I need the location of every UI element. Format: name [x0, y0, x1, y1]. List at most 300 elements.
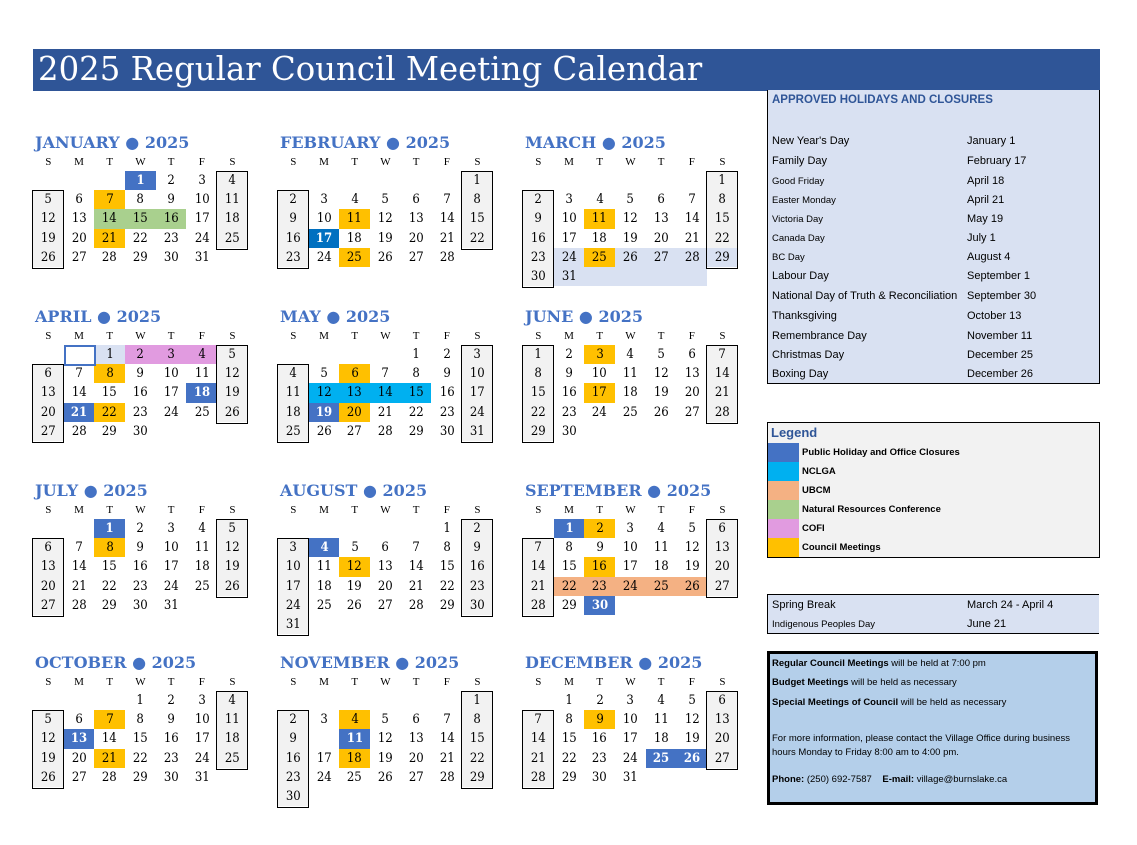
day-cell: 17	[584, 383, 615, 402]
holiday-row	[772, 191, 1097, 210]
day-cell: 28	[102, 769, 118, 785]
day-cell: 24	[554, 248, 585, 267]
day-cell: 27	[33, 422, 64, 441]
holiday-name: New Year's Day	[772, 135, 850, 147]
day-cell: 25	[194, 578, 210, 594]
day-cell: 7	[443, 712, 451, 728]
day-cell: 1	[565, 693, 573, 708]
day-cell: 30	[584, 596, 615, 615]
day-cell: 12	[377, 731, 393, 747]
day-cell: 2	[167, 693, 175, 708]
weekday-label: F	[443, 156, 450, 168]
holiday-row	[772, 248, 1097, 267]
day-cell: 27	[408, 769, 424, 785]
empty-cell	[707, 267, 738, 286]
empty-cell	[707, 596, 738, 615]
day-cell: 20	[707, 729, 738, 748]
weekday-label: F	[198, 156, 205, 168]
empty-cell	[64, 691, 95, 710]
weekday-label: T	[167, 504, 175, 516]
day-cell: 24	[592, 404, 608, 420]
legend-header: Legend	[771, 425, 818, 440]
day-cell: 8	[523, 364, 554, 383]
day-cell: 5	[657, 347, 665, 362]
day-cell: 29	[102, 423, 118, 439]
day-cell: 1	[94, 345, 125, 364]
day-cell: 16	[462, 557, 493, 576]
weekday-label: T	[106, 504, 114, 516]
day-cell: 6	[33, 364, 64, 383]
weekday-label: S	[719, 676, 726, 688]
day-cell: 31	[462, 422, 493, 441]
day-cell: 18	[653, 731, 669, 747]
empty-cell	[64, 345, 95, 364]
day-cell: 1	[94, 519, 125, 538]
legend-item	[768, 500, 1099, 519]
empty-cell	[33, 171, 64, 190]
day-cell: 18	[316, 578, 332, 594]
empty-cell	[462, 615, 493, 634]
day-cell: 16	[584, 557, 615, 576]
weekday-label: F	[443, 676, 450, 688]
weekday-header	[278, 673, 493, 691]
day-cell: 24	[163, 578, 179, 594]
empty-cell	[707, 422, 738, 441]
day-grid	[33, 691, 248, 787]
day-cell: 9	[462, 538, 493, 557]
holiday-name: Family Day	[772, 155, 828, 167]
other-date-name: Spring Break	[772, 599, 836, 611]
empty-cell	[462, 787, 493, 806]
day-cell: 25	[347, 769, 363, 785]
day-cell: 14	[370, 383, 401, 402]
day-cell: 11	[622, 366, 638, 382]
day-cell: 24	[615, 577, 646, 596]
holiday-date: September 1	[967, 270, 1030, 282]
weekday-label: S	[229, 330, 236, 342]
day-cell: 7	[75, 540, 83, 556]
day-cell: 22	[523, 403, 554, 422]
weekday-label: T	[351, 676, 359, 688]
day-cell: 13	[653, 211, 669, 227]
day-cell: 27	[377, 597, 393, 613]
holiday-name: Good Friday	[772, 176, 825, 187]
empty-cell	[309, 691, 340, 710]
legend-item	[768, 481, 1099, 500]
day-cell: 9	[565, 366, 573, 382]
day-cell: 4	[339, 710, 370, 729]
day-cell: 7	[523, 538, 554, 557]
empty-cell	[309, 345, 340, 364]
holiday-date: December 26	[967, 368, 1034, 380]
empty-cell	[94, 691, 125, 710]
day-cell: 10	[316, 211, 332, 227]
info-text: will be held at 7:00 pm	[888, 658, 986, 669]
empty-cell	[676, 596, 707, 615]
holiday-row	[772, 210, 1097, 229]
day-cell: 15	[561, 559, 577, 575]
empty-cell	[278, 171, 309, 190]
weekday-label: W	[625, 676, 636, 688]
day-grid	[33, 345, 248, 441]
day-cell: 5	[217, 345, 248, 364]
day-cell: 18	[217, 729, 248, 748]
day-cell: 11	[584, 209, 615, 228]
weekday-label: W	[380, 156, 391, 168]
day-cell: 12	[653, 366, 669, 382]
weekday-label: T	[596, 676, 604, 688]
day-cell: 8	[136, 712, 145, 728]
info-budget-meetings	[772, 676, 957, 689]
weekday-label: W	[380, 330, 391, 342]
weekday-label: M	[319, 676, 329, 688]
day-cell: 12	[684, 540, 700, 556]
day-grid	[33, 519, 248, 615]
empty-cell	[646, 171, 677, 190]
empty-cell	[370, 787, 401, 806]
weekday-label: M	[564, 504, 574, 516]
day-cell: 16	[163, 731, 179, 747]
other-date-value: March 24 - April 4	[967, 599, 1054, 611]
day-cell: 2	[523, 190, 554, 209]
day-cell: 20	[707, 557, 738, 576]
day-cell: 5	[33, 190, 64, 209]
day-cell: 15	[132, 731, 148, 747]
day-cell: 27	[646, 248, 677, 267]
day-cell: 4	[626, 347, 635, 362]
holiday-name: Victoria Day	[772, 214, 824, 225]
other-date-row	[772, 596, 1097, 615]
day-cell: 24	[278, 596, 309, 615]
weekday-label: W	[135, 504, 146, 516]
day-cell: 29	[439, 597, 455, 613]
holiday-date: February 17	[967, 155, 1027, 167]
day-cell: 24	[462, 403, 493, 422]
empty-cell	[462, 248, 493, 267]
day-cell: 19	[309, 403, 340, 422]
day-cell: 12	[684, 712, 700, 728]
holiday-date: April 21	[967, 194, 1005, 206]
day-cell: 17	[622, 559, 638, 575]
day-cell: 28	[523, 768, 554, 787]
day-cell: 13	[33, 557, 64, 576]
day-cell: 7	[523, 710, 554, 729]
day-cell: 6	[381, 540, 390, 556]
day-grid	[523, 519, 738, 615]
day-cell: 13	[377, 559, 393, 575]
weekday-label: T	[412, 156, 420, 168]
day-cell: 29	[561, 597, 577, 613]
empty-cell	[309, 171, 340, 190]
day-cell: 29	[132, 249, 148, 265]
day-cell: 2	[167, 173, 175, 188]
day-cell: 14	[71, 559, 87, 575]
empty-cell	[615, 422, 646, 441]
day-cell: 20	[377, 578, 393, 594]
month-september	[523, 481, 738, 615]
day-grid	[523, 691, 738, 787]
day-cell: 28	[377, 423, 393, 439]
day-cell: 9	[443, 366, 451, 382]
day-cell: 20	[339, 403, 370, 422]
day-grid	[523, 171, 738, 286]
empty-cell	[370, 345, 401, 364]
empty-cell	[186, 422, 217, 441]
day-cell: 6	[412, 712, 420, 728]
day-cell: 17	[309, 229, 340, 248]
empty-cell	[278, 345, 309, 364]
phone-number: (250) 692-7587	[804, 774, 872, 785]
day-cell: 7	[75, 366, 83, 382]
day-cell: 28	[71, 597, 87, 613]
weekday-label: T	[106, 676, 114, 688]
holiday-name: Boxing Day	[772, 368, 829, 380]
day-cell: 4	[278, 364, 309, 383]
weekday-label: F	[443, 504, 450, 516]
day-cell: 24	[194, 230, 210, 246]
weekday-label: T	[351, 330, 359, 342]
day-cell: 5	[381, 712, 390, 728]
day-cell: 8	[94, 538, 125, 557]
info-bold: Regular Council Meetings	[772, 658, 889, 669]
day-cell: 22	[132, 750, 148, 766]
empty-cell	[370, 171, 401, 190]
day-cell: 6	[657, 192, 665, 208]
day-cell: 26	[33, 768, 64, 787]
weekday-header	[523, 327, 738, 345]
day-cell: 23	[584, 577, 615, 596]
day-cell: 21	[523, 577, 554, 596]
other-date-name: Indigenous Peoples Day	[772, 619, 875, 630]
day-cell: 22	[462, 229, 493, 248]
empty-cell	[401, 787, 432, 806]
weekday-label: M	[319, 504, 329, 516]
month-title: JANUARY ● 2025	[35, 133, 190, 152]
month-title: FEBRUARY ● 2025	[280, 133, 451, 152]
empty-cell	[676, 267, 707, 286]
holiday-row	[772, 327, 1097, 346]
day-cell: 31	[622, 769, 638, 785]
day-cell: 19	[347, 578, 363, 594]
day-cell: 25	[584, 248, 615, 267]
day-cell: 15	[707, 209, 738, 228]
holiday-name: Canada Day	[772, 233, 825, 244]
day-cell: 28	[439, 249, 455, 265]
day-cell: 3	[565, 192, 573, 208]
month-title: SEPTEMBER ● 2025	[525, 481, 712, 500]
other-dates-panel	[767, 594, 1099, 634]
day-cell: 17	[561, 230, 577, 246]
day-cell: 23	[462, 577, 493, 596]
day-cell: 5	[350, 540, 359, 556]
day-cell: 24	[316, 249, 332, 265]
month-title: AUGUST ● 2025	[280, 481, 428, 500]
day-cell: 10	[462, 364, 493, 383]
day-cell: 12	[217, 364, 248, 383]
weekday-label: S	[290, 504, 297, 516]
holiday-row	[772, 307, 1097, 326]
day-cell: 22	[707, 229, 738, 248]
day-cell: 10	[163, 540, 179, 556]
weekday-label: F	[443, 330, 450, 342]
day-cell: 5	[688, 521, 696, 536]
month-january	[33, 133, 248, 267]
day-cell: 13	[33, 383, 64, 402]
day-cell: 11	[217, 190, 248, 209]
day-cell: 22	[462, 749, 493, 768]
day-cell: 24	[622, 750, 638, 766]
day-grid	[523, 345, 738, 441]
day-cell: 23	[523, 248, 554, 267]
day-cell: 18	[592, 230, 608, 246]
weekday-label: T	[657, 156, 665, 168]
day-cell: 31	[163, 597, 179, 613]
day-grid	[33, 171, 248, 267]
weekday-label: T	[106, 330, 114, 342]
weekday-label: S	[535, 156, 542, 168]
day-cell: 26	[676, 577, 707, 596]
day-grid	[278, 519, 493, 634]
day-cell: 7	[412, 540, 420, 556]
holiday-row	[772, 172, 1097, 191]
month-may	[278, 307, 493, 441]
day-cell: 6	[339, 364, 370, 383]
day-cell: 8	[462, 190, 493, 209]
month-august	[278, 481, 493, 634]
day-cell: 4	[657, 693, 665, 708]
day-cell: 3	[156, 345, 187, 364]
day-cell: 22	[408, 404, 424, 420]
email-label: E-mail:	[882, 774, 915, 785]
day-cell: 22	[132, 230, 148, 246]
empty-cell	[431, 691, 462, 710]
empty-cell	[676, 768, 707, 787]
day-cell: 7	[94, 710, 125, 729]
day-cell: 17	[316, 750, 332, 766]
day-cell: 26	[676, 749, 707, 768]
day-cell: 27	[408, 249, 424, 265]
holiday-date: July 1	[967, 232, 996, 244]
empty-cell	[309, 519, 340, 538]
day-cell: 25	[194, 404, 210, 420]
day-cell: 15	[401, 383, 432, 402]
email-address[interactable]: village@burnslake.ca	[914, 774, 1008, 785]
day-cell: 26	[347, 597, 363, 613]
legend-swatch	[768, 462, 799, 481]
day-cell: 29	[102, 597, 118, 613]
weekday-label: T	[412, 330, 420, 342]
day-cell: 25	[622, 404, 638, 420]
day-cell: 10	[278, 557, 309, 576]
weekday-label: W	[135, 676, 146, 688]
weekday-label: S	[45, 676, 52, 688]
day-cell: 23	[132, 578, 148, 594]
day-cell: 4	[350, 192, 359, 208]
day-cell: 29	[561, 769, 577, 785]
day-cell: 11	[653, 540, 669, 556]
empty-cell	[431, 787, 462, 806]
weekday-label: T	[657, 676, 665, 688]
day-cell: 21	[377, 404, 393, 420]
day-cell: 15	[439, 559, 455, 575]
day-cell: 20	[71, 750, 87, 766]
day-cell: 18	[194, 559, 210, 575]
day-cell: 27	[707, 577, 738, 596]
month-november	[278, 653, 493, 806]
empty-cell	[339, 615, 370, 634]
weekday-label: F	[688, 330, 695, 342]
day-cell: 14	[102, 731, 118, 747]
month-title: OCTOBER ● 2025	[35, 653, 197, 672]
day-cell: 6	[412, 192, 420, 208]
empty-cell	[401, 691, 432, 710]
day-cell: 16	[592, 731, 608, 747]
month-title: JUNE ● 2025	[525, 307, 643, 326]
weekday-label: W	[625, 504, 636, 516]
day-cell: 31	[554, 267, 585, 286]
empty-cell	[278, 519, 309, 538]
holiday-date: January 1	[967, 135, 1016, 147]
weekday-label: S	[45, 504, 52, 516]
month-title: MAY ● 2025	[280, 307, 391, 326]
month-title: DECEMBER ● 2025	[525, 653, 703, 672]
day-cell: 19	[217, 383, 248, 402]
day-cell: 18	[622, 385, 638, 401]
info-special-meetings	[772, 696, 1006, 709]
weekday-label: S	[474, 504, 481, 516]
day-cell: 2	[565, 347, 573, 362]
weekday-label: F	[198, 504, 205, 516]
holiday-row	[772, 365, 1097, 384]
day-cell: 12	[33, 729, 64, 748]
legend-swatch	[768, 443, 799, 462]
day-cell: 15	[102, 385, 118, 401]
day-cell: 20	[684, 385, 700, 401]
weekday-label: S	[290, 676, 297, 688]
info-contact	[772, 773, 1007, 786]
holiday-name: Labour Day	[772, 270, 829, 282]
empty-cell	[217, 596, 248, 615]
day-cell: 12	[339, 557, 370, 576]
day-cell: 17	[194, 211, 210, 227]
day-cell: 4	[186, 345, 217, 364]
weekday-label: T	[167, 676, 175, 688]
day-cell: 2	[278, 190, 309, 209]
day-cell: 22	[439, 578, 455, 594]
day-cell: 21	[439, 230, 455, 246]
month-march	[523, 133, 738, 286]
weekday-header	[523, 501, 738, 519]
weekday-label: T	[596, 330, 604, 342]
day-cell: 15	[523, 383, 554, 402]
day-cell: 11	[653, 712, 669, 728]
weekday-label: F	[688, 676, 695, 688]
legend-item	[768, 462, 1099, 481]
weekday-label: S	[474, 156, 481, 168]
weekday-label: T	[167, 330, 175, 342]
month-title: MARCH ● 2025	[525, 133, 666, 152]
day-cell: 31	[194, 249, 210, 265]
empty-cell	[370, 691, 401, 710]
day-cell: 11	[339, 209, 370, 228]
weekday-label: W	[135, 330, 146, 342]
day-cell: 1	[136, 693, 145, 708]
day-cell: 22	[94, 403, 125, 422]
day-cell: 13	[64, 729, 95, 748]
day-cell: 16	[132, 559, 148, 575]
weekday-label: T	[657, 504, 665, 516]
weekday-label: M	[564, 156, 574, 168]
